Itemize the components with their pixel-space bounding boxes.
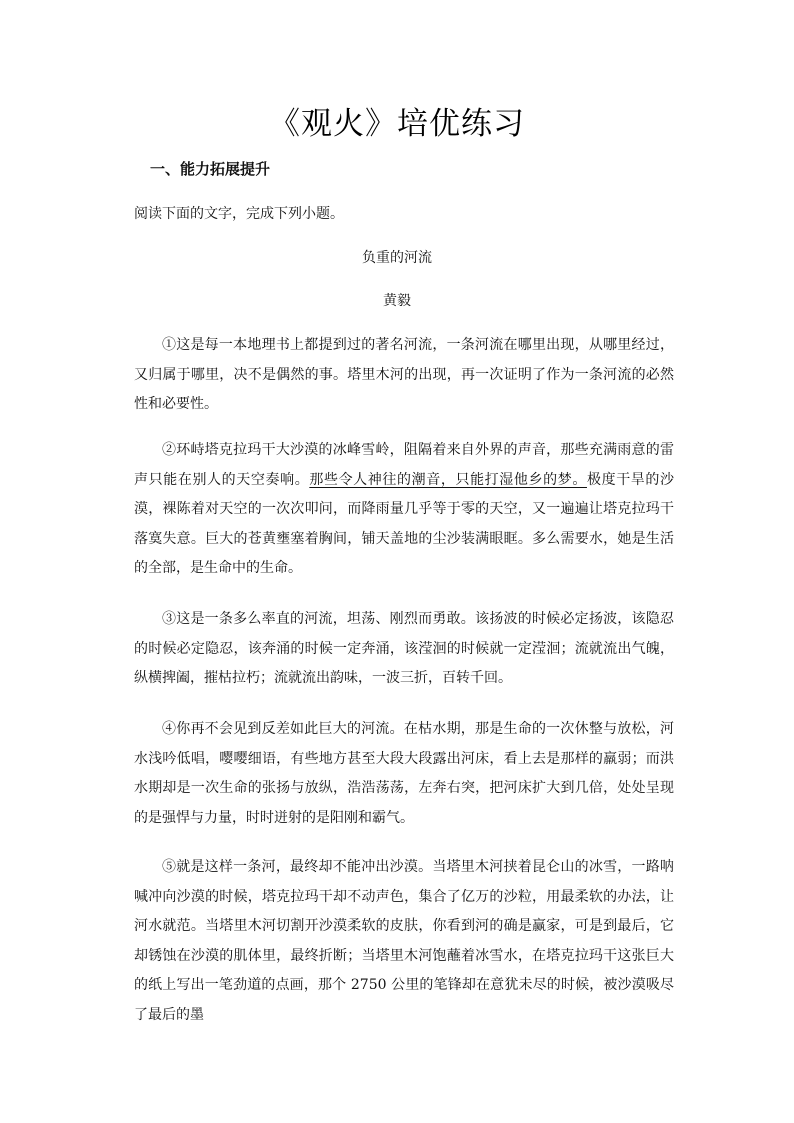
section-heading: 一、能力拓展提升 <box>150 160 271 178</box>
paragraph-3: ③这是一条多么率直的河流，坦荡、刚烈而勇敢。该扬波的时候必定扬波，该隐忍的时候必定隐忍，该奔涌的时候一定奔涌，该滢洄的时候就一定滢洄；流就流出气魄，纵横捭阖，摧枯拉朽；流就流出韵味，一波三折，百转千回。 <box>134 611 674 686</box>
paragraph-1: ①这是每一本地理书上都提到过的著名河流，一条河流在哪里出现，从哪里经过，又归属于哪里，决不是偶然的事。塔里木河的出现，再一次证明了作为一条河流的必然性和必要性。 <box>134 337 674 412</box>
reading-instruction: 阅读下面的文字，完成下列小题。 <box>134 206 344 222</box>
paragraph-2-text-before: ②环峙塔克拉玛干大沙漠的冰峰雪岭，阻隔着来自外界的声音，那些充满雨意的雷声只能在别人的天空奏响。 <box>134 442 674 488</box>
underlined-sentence: 那些令人神往的潮音，只能打湿他乡的梦。 <box>309 471 587 488</box>
paragraph-4: ④你再不会见到反差如此巨大的河流。在枯水期，那是生命的一次休整与放松，河水浅吟低唱，嘤嘤细语，有些地方甚至大段大段露出河床，看上去是那样的羸弱；而洪水期却是一次生命的张扬与放纵，浩浩荡荡，左奔右突，把河床扩大到几倍，处处呈现的是强悍与力量，时时迸射的是阳刚和霸气。 <box>134 721 674 826</box>
paragraph-2 <box>134 436 674 584</box>
essay-author: 黄毅 <box>383 293 411 309</box>
paragraph-2-text-after: 极度干旱的沙漠，裸陈着对天空的一次次叩问，而降雨量几乎等于零的天空，又一遍遍让塔克拉玛干落寞失意。巨大的苍黄壅塞着胸间，铺天盖地的尘沙装满眼眶。多么需要水，她是生活的全部，是生命中的生命。 <box>134 471 675 576</box>
essay-title: 负重的河流 <box>362 250 432 266</box>
paragraph-5: ⑤就是这样一条河，最终却不能冲出沙漠。当塔里木河挟着昆仑山的冰雪，一路呐喊冲向沙漠的时候，塔克拉玛干却不动声色，集合了亿万的沙粒，用最柔软的办法，让河水就范。当塔里木河切割开沙漠柔软的皮肤，你看到河的确是赢家，可是到最后，它却锈蚀在沙漠的肌体里，最终折断；当塔里木河饱蘸着冰雪水，在塔克拉玛干这张巨大的纸上写出一笔劲道的点画，那个 2750 公里的笔锋却在意犹未尽的时候，被沙漠吸尽了最后的墨 <box>134 859 674 1023</box>
document-title: 《观火》培优练习 <box>269 106 525 142</box>
